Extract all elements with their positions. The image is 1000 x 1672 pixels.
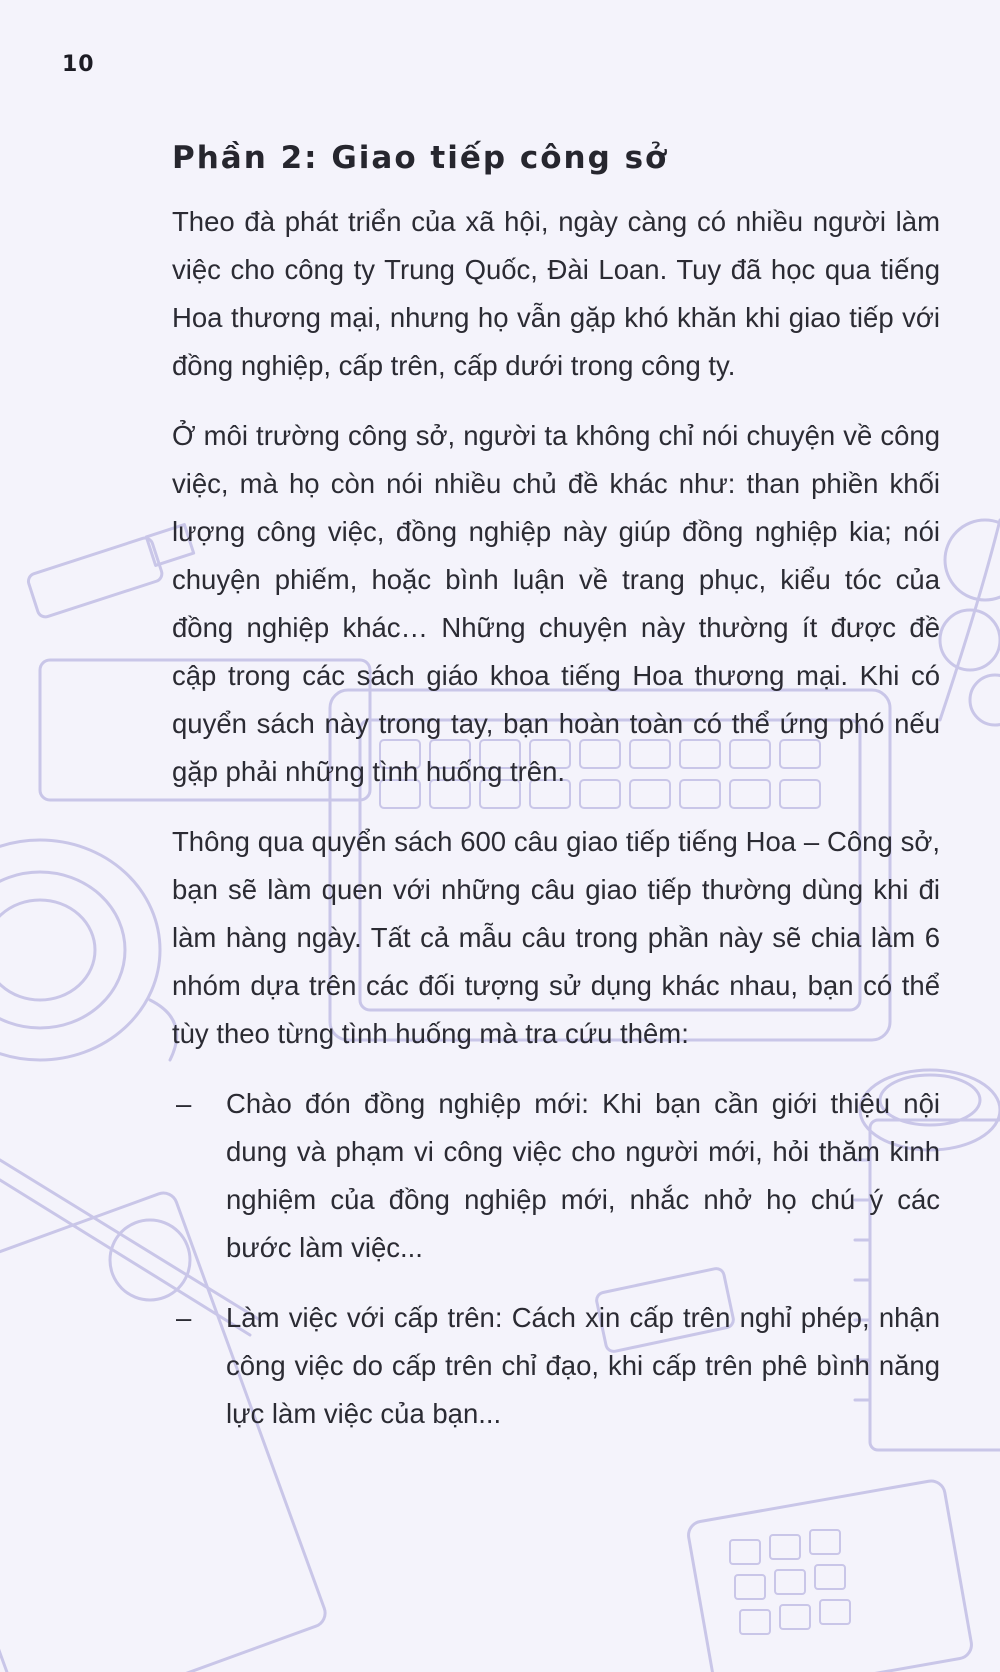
usb-stick-icon — [26, 525, 193, 619]
list-item-text: Chào đón đồng nghiệp mới: Khi bạn cần giới thiệu nội dung và phạm vi công việc cho người mới, hỏi thăm kinh nghiệm của đồng nghiệp mới, nhắc nhở họ chú ý các bước làm việc... — [226, 1088, 940, 1263]
list-item — [172, 1080, 940, 1272]
calculator-icon — [686, 1479, 973, 1672]
list-item-text: Làm việc với cấp trên: Cách xin cấp trên nghỉ phép, nhận công việc do cấp trên chỉ đạo, khi cấp trên phê bình năng lực làm việc của bạn... — [226, 1302, 940, 1429]
list-item — [172, 1294, 940, 1438]
plant-icon — [940, 520, 1000, 725]
paragraph: Ở môi trường công sở, người ta không chỉ nói chuyện về công việc, mà họ còn nói nhiều chủ đề khác như: than phiền khối lượng công việc, đồng nghiệp này giúp đồng nghiệp kia; nói chuyện phiếm, hoặc bình luận về trang phục, kiểu tóc của đồng nghiệp khác… Những chuyện này thường ít được đề cập trong các sách giáo khoa tiếng Hoa thương mại. Khi có quyển sách này trong tay, bạn hoàn toàn có thể ứng phó nếu gặp phải những tình huống trên. — [172, 420, 940, 787]
coffee-cup-icon — [0, 840, 177, 1060]
bullet-dash: – — [176, 1088, 192, 1119]
bullet-dash: – — [176, 1302, 192, 1333]
bullet-list — [172, 1080, 940, 1438]
page-number: 10 — [62, 52, 95, 77]
page-content — [172, 140, 940, 1460]
section-title: Phần 2: Giao tiếp công sở — [172, 140, 669, 176]
paragraph: Theo đà phát triển của xã hội, ngày càng có nhiều người làm việc cho công ty Trung Quốc, Đài Loan. Tuy đã học qua tiếng Hoa thương mại, nhưng họ vẫn gặp khó khăn khi giao tiếp với đồng nghiệp, cấp trên, cấp dưới trong công ty. — [172, 206, 940, 381]
paragraph: Thông qua quyển sách 600 câu giao tiếp tiếng Hoa – Công sở, bạn sẽ làm quen với những câu giao tiếp thường dùng khi đi làm hàng ngày. Tất cả mẫu câu trong phần này sẽ chia làm 6 nhóm dựa trên các đối tượng sử dụng khác nhau, bạn có thể tùy theo từng tình huống mà tra cứu thêm: — [172, 826, 940, 1049]
